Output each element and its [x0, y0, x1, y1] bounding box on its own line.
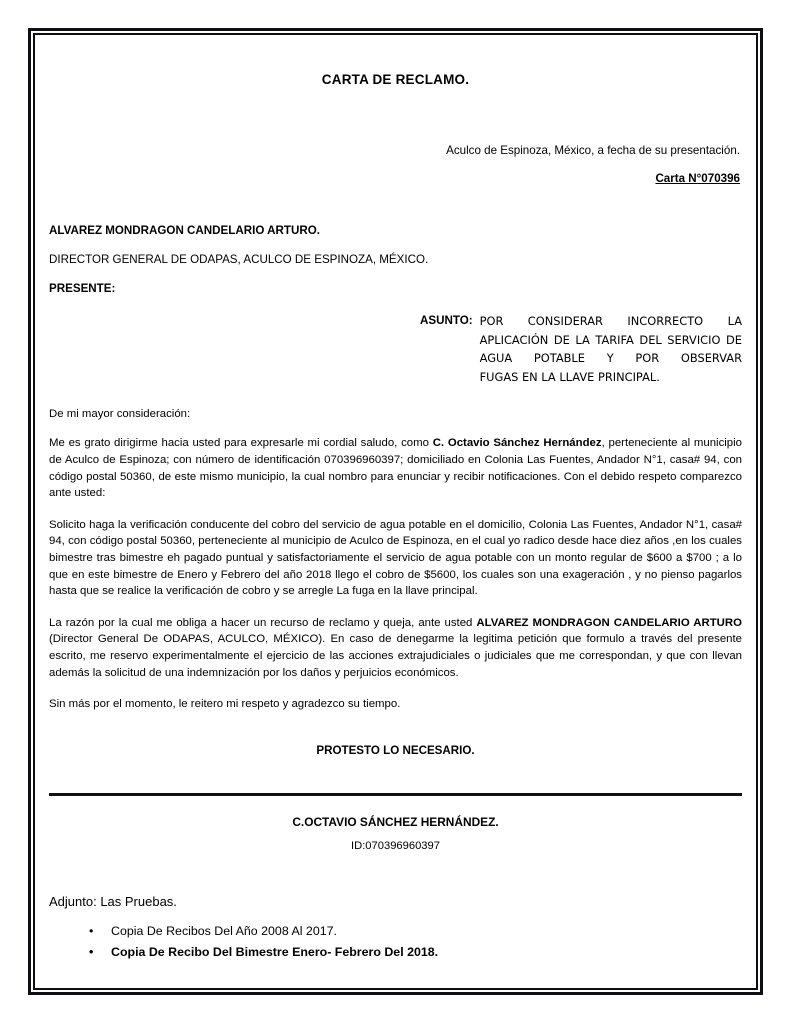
list-item: • Copia De Recibo Del Bimestre Enero- Febrero Del 2018.: [111, 942, 742, 963]
letter-number: [49, 172, 742, 185]
paragraph-1-text-a: Me es grato dirigirme hacia usted para expresarle mi cordial saludo, como: [49, 437, 433, 450]
attachments-label: Adjunto: Las Pruebas.: [49, 893, 177, 909]
paragraph-1-emphasis: C. Octavio Sánchez Hernández: [432, 437, 602, 450]
paragraph-3-text-a: La razón por la cual me obliga a hacer un recurso de reclamo y queja, ante usted: [49, 616, 477, 629]
body-paragraph-3: [49, 615, 742, 681]
paragraph-1-text-b: , perteneciente al municipio de Aculco de Espinoza; con número de identificación 070396960397; domiciliado en Colonia Las Fuentes, Andador N°1, casa# 94, con código postal 50360, de este mismo municipio, la cual nombro para enunciar y recibir notificaciones. Con el debido respeto comparezco ante usted:: [49, 437, 742, 500]
addressee-role: DIRECTOR GENERAL DE ODAPAS, ACULCO DE ESPINOZA, MÉXICO.: [49, 253, 429, 266]
closing-statement: PROTESTO LO NECESARIO.: [316, 743, 475, 757]
page-border-frame: [28, 28, 763, 995]
document-content: [47, 35, 744, 988]
subject-block: [49, 312, 742, 386]
salutation: De mi mayor consideración:: [49, 408, 191, 421]
letter-number-value: Carta N°070396: [655, 172, 740, 185]
subject-line-3: DEL SERVICIO DE AGUA: [479, 332, 742, 366]
list-item: • Copia De Recibos Del Año 2008 Al 2017.: [111, 921, 742, 942]
addressee-name: ALVAREZ MONDRAGON CANDELARIO ARTURO.: [49, 224, 320, 237]
subject-line-5: FUGAS EN LA LLAVE PRINCIPAL.: [479, 369, 660, 384]
paragraph-3-emphasis: ALVAREZ MONDRAGON CANDELARIO ARTURO: [476, 616, 742, 629]
subject-line-2: LA APLICACIÓN DE LA TARIFA: [479, 314, 743, 347]
place-and-date-line: Aculco de Espinoza, México, a fecha de su presentación.: [446, 144, 740, 157]
body-paragraph-2: Solicito haga la verificación conducente del cobro del servicio de agua potable en el domicilio, Colonia Las Fuentes, Andador N°1, casa# 94, con código postal 50360, perteneciente al municipio de Aculco de Espinoza, en el cual yo radico desde hace diez años ,en los cuales bimestre tras bimestre eh pagado puntual y satisfactoriamente el servicio de agua potable con un monto regular de $600 a $700 ; a lo que en este bimestre de Enero y Febrero del año 2018 llego el cobro de $5600, los cuales son una exageración , y no pienso pagarlos hasta que se realice la verificación de cobro y se arregle La fuga en la llave principal.: [49, 518, 742, 598]
page-title: CARTA DE RECLAMO.: [321, 72, 470, 87]
subject-box: [420, 312, 742, 386]
subject-text: [480, 312, 742, 386]
subject-label: ASUNTO:: [420, 314, 473, 327]
subject-line-1: POR CONSIDERAR INCORRECTO: [479, 314, 704, 328]
presente-label: PRESENTE:: [49, 282, 116, 295]
signature-id: ID:070396960397: [351, 839, 440, 852]
signature-rule: [49, 793, 742, 796]
paragraph-3-text-b: (Director General De ODAPAS, ACULCO, MÉXICO). En caso de denegarme la legitima petición que formulo a través del presente escrito, me reservo experimentalmente el ejercicio de las acciones extrajudiciales o judiciales que me correspondan, y que con llevan además la solicitud de una indemnización por los daños y perjuicios económicos.: [49, 633, 742, 679]
subject-line-4: POTABLE Y POR OBSERVAR: [533, 351, 742, 366]
body-paragraph-4: Sin más por el momento, le reitero mi respeto y agradezco su tiempo.: [49, 698, 401, 711]
signature-name: C.OCTAVIO SÁNCHEZ HERNÁNDEZ.: [292, 814, 499, 829]
page-inner-border: [33, 33, 758, 990]
attachments-list: [49, 921, 742, 963]
body-paragraph-1: [49, 435, 742, 501]
